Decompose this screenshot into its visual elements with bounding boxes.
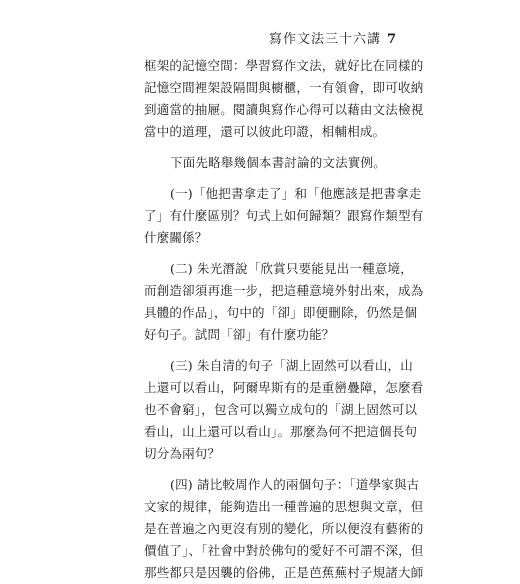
- text-line: 當中的道理，還可以彼此印證，相輔相成。: [144, 124, 386, 139]
- paragraph-example-4: [144, 474, 424, 584]
- text-line: 到適當的抽屜。閱讀與寫作心得可以藉由文法檢視: [144, 102, 424, 117]
- text-line: (三) 朱自清的句子「湖上固然可以看山，山: [170, 358, 413, 373]
- text-line: 好句子。試問「卻」有什麼功能？: [144, 327, 335, 342]
- paragraph-example-2: [144, 258, 424, 346]
- text-line: 上還可以看山，阿爾卑斯有的是重巒疊障，怎麼看: [144, 380, 424, 395]
- paragraph-intro: [144, 55, 424, 143]
- paragraph-examples-lead: [144, 152, 386, 174]
- text-line: 記憶空間裡架設隔間與櫥櫃，一有領會，即可收納: [144, 80, 424, 95]
- running-header: [269, 28, 397, 47]
- text-line: 框架的記憶空間：學習寫作文法，就好比在同樣的: [144, 58, 424, 73]
- text-line: 看山，山上還可以看山」。那麼為何不把這個長句: [144, 424, 418, 439]
- body-text: [144, 55, 424, 584]
- text-line: (四) 請比較周作人的兩個句子：「道學家與古: [170, 477, 420, 492]
- text-line: 下面先略舉幾個本書討論的文法實例。: [170, 155, 386, 170]
- running-header-title: 寫作文法三十六講: [268, 32, 381, 47]
- text-line: (一)「他把書拿走了」和「他應該是把書拿走: [170, 186, 422, 201]
- text-line: 是在普遍之內更沒有別的變化，所以便沒有藝術的: [144, 521, 424, 536]
- text-line: 了」有什麼區別？句式上如何歸類？跟寫作類型有: [144, 208, 424, 223]
- text-line: 那些都只是因襲的俗佛，正是芭蕉蕪村子規諸大師: [144, 565, 424, 580]
- text-line: 也不會窮」，包含可以獨立成句的「湖上固然可以: [144, 402, 418, 417]
- text-line: (二) 朱光潛說「欣賞只要能見出一種意境，: [170, 261, 413, 276]
- text-line: 價值了」、「社會中對於佛句的愛好不可謂不深，但: [144, 543, 424, 558]
- text-line: 切分為兩句？: [144, 446, 221, 461]
- paragraph-example-3: [144, 355, 424, 465]
- paragraph-example-1: [144, 183, 424, 249]
- text-line: 什麼關係？: [144, 230, 208, 245]
- text-line: 文家的規律，能夠造出一種普遍的思想與文章，但: [144, 499, 424, 514]
- text-line: 而創造卻須再進一步，把這種意境外射出來，成為: [144, 283, 424, 298]
- text-line: 具體的作品」，句中的「卻」即便刪除，仍然是個: [144, 305, 418, 320]
- page-number: 7: [386, 32, 397, 47]
